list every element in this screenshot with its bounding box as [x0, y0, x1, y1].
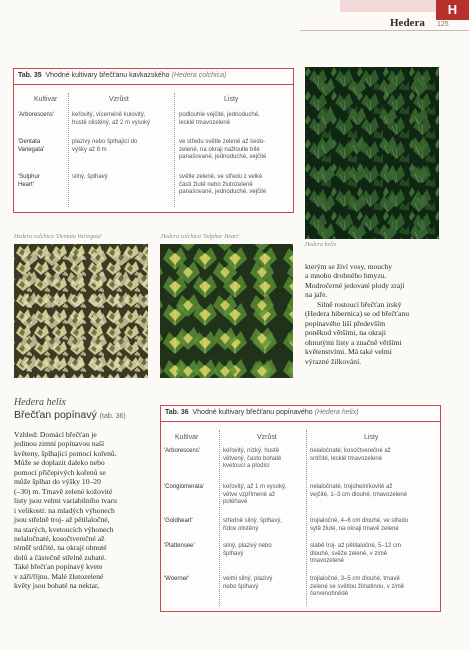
- col-header-leaves: Listy: [364, 434, 379, 441]
- table-row-leaves: světle zelené, ve středu z velké části žlutě nebo žlutozeleně panašované, jednoduché, vejčité: [179, 174, 267, 195]
- column-divider: [219, 430, 220, 606]
- table-row-growth: silný, plazivý nebo šplhavý: [223, 543, 272, 557]
- table-row-growth: velmi silný, plazivý nebo šplhavý: [223, 576, 273, 590]
- ivy-variegated-cream-photo: [14, 244, 148, 378]
- table-row-cultivar: 'Sulphur Heart': [18, 174, 40, 188]
- table-row-cultivar: 'Plattensee': [164, 543, 195, 549]
- table-row-growth: silný, šplhavý: [72, 174, 108, 180]
- photo-caption: Hedera colchica 'Dentata Variegata': [14, 234, 103, 240]
- section-heading-latin: Hedera helix: [14, 397, 66, 408]
- col-header-growth: Vzrůst: [109, 96, 129, 103]
- table-row-leaves: podlouhle vejčité, jednoduché, lesklé tmavozelené: [179, 112, 260, 126]
- table-36: [160, 405, 441, 612]
- col-header-cultivar: Kultivar: [34, 96, 58, 103]
- ivy-yellow-heart-photo: [160, 244, 293, 378]
- header-rule: [300, 30, 469, 31]
- table-36-title: Tab. 36 Vhodné kultivary břečťanu popínavého (Hedera helix): [165, 409, 359, 416]
- section-tab-letter: H: [436, 0, 469, 20]
- table-row-cultivar: 'Dentata Variegata': [18, 139, 45, 153]
- photo-caption: Hedera colchica 'Sulphur Heart': [161, 234, 240, 240]
- ivy-foliage-dark-green-photo: [305, 67, 439, 239]
- table-row-leaves: nelaločnaté, kosočtverečné až srdčité, lesklé tmavozelené: [310, 448, 391, 462]
- column-divider: [306, 430, 307, 606]
- table-row-cultivar: 'Woerner': [164, 576, 190, 582]
- table-35: [13, 68, 294, 213]
- table-35-title: Tab. 35 Vhodné kultivary břečťanu kavkazského (Hedera colchica): [18, 72, 227, 79]
- running-header-genus: Hedera: [390, 17, 425, 29]
- table-row-leaves: nelaločnaté, trojúhelníkovité až vejčité, 1–3 cm dlouhé, tmavozelené: [310, 484, 408, 498]
- table-row-growth: keřovitý, víceméně kulovitý, hustě olistěný, až 2 m vysoký: [72, 112, 151, 126]
- left-column-text: Vzhled: Domácí břečťan je jedinou zimní popínavou naší květeny, šplhající pomocí kořenů. Může se doplazit daleko nebo pomocí příčepivých kořenů se může šplhat do výšky 10–20 (–30) m. Tmavě zelené kožovité listy jsou velmi variabilního tvaru i velikosti: na mladých výhonech jsou střelně troj- až pětilaločné, na starých, kvetoucích výhonech nelaločnaté, kosočtverečné až téměř srdčité, na okraji ohnuté dolů a částečně střelně zubaté. Také břečťan popínavý kvete v září/říjnu. Malé žlutozelené květy jsou bohaté na nektar,: [14, 430, 117, 591]
- table-row-leaves: ve středu světle zelené až šedo- zelené, na okraji nažloutle bílé panašované, jednoduché, vejčité: [179, 139, 267, 160]
- table-row-leaves: trojlaločné, 4–6 cm dlouhé, ve středu sytě žluté, na okraji tmavě zelené: [310, 518, 409, 532]
- col-header-cultivar: Kultivar: [175, 434, 199, 441]
- table-row-growth: keřovitý, nízký, hustě větvený, často bohatě kvetoucí a plodící: [223, 448, 282, 469]
- col-header-growth: Vzrůst: [257, 434, 277, 441]
- table-36-title-rule: [161, 421, 440, 422]
- section-heading-czech: Břečťan popínavý (tab. 36): [14, 409, 126, 421]
- table-row-cultivar: 'Goldheart': [164, 518, 193, 524]
- table-row-cultivar: 'Arborescens': [18, 112, 54, 118]
- table-35-title-rule: [14, 84, 293, 85]
- table-row-growth: plazivý nebo šplhající do výšky až 8 m: [72, 139, 138, 153]
- right-column-text: kterým se živí vosy, mouchy a mnoho drobného hmyzu. Modročerné jedovaté plody zrají na jaře. Silně rostoucí břečťan irský (Hedera hibernica) se od břečťanu popínavého liší především poněkud většími, na okraji ohnutými listy a značně většími květenstvími. Má také velmi výrazné žilkování.: [305, 262, 410, 366]
- photo-caption: Hedera helix: [305, 242, 337, 248]
- table-row-cultivar: 'Arborescens': [164, 448, 200, 454]
- table-row-leaves: trojlaločné, 3–5 cm dlouhé, tmavě zelené se světlou žilnatinou, v zimě červenohnědé: [310, 576, 405, 597]
- table-row-leaves: slabě troj- až pětilaločné, 5–12 cm dlouhé, svěže zelené, v zimě tmavozelené: [310, 543, 402, 564]
- page-number: 125: [437, 21, 449, 28]
- table-row-growth: keřovitý, až 1 m vysoký, větve vzpřímené až poléhavé: [223, 484, 287, 505]
- table-row-growth: středně silný, šplhavý, řídce olistěný: [223, 518, 283, 532]
- column-divider: [68, 93, 69, 207]
- col-header-leaves: Listy: [224, 96, 239, 103]
- table-row-cultivar: 'Conglomerata': [164, 484, 204, 490]
- column-divider: [174, 93, 175, 207]
